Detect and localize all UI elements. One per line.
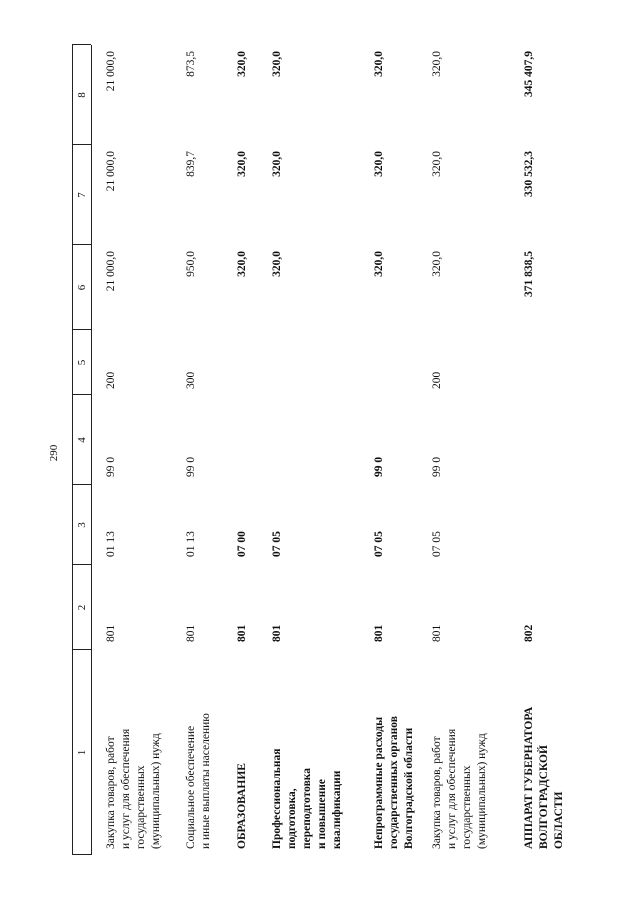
table-cell: 320,0: [373, 51, 385, 77]
row-label: [430, 654, 490, 849]
table-cell: 99 0: [431, 456, 443, 477]
row-label-line: и услуг для обеспечения: [120, 728, 132, 849]
table-cell: 07 05: [271, 531, 283, 557]
row-label-line: государственных: [461, 765, 473, 849]
table-cell: 801: [105, 624, 117, 642]
column-header: 7: [76, 192, 88, 198]
table-cell: 01 13: [105, 531, 117, 557]
table-cell: 801: [373, 624, 385, 642]
table-cell: 802: [523, 624, 535, 642]
table-cell: 320,0: [431, 251, 443, 277]
page-number: 290: [48, 444, 60, 462]
table-cell: 320,0: [271, 51, 283, 77]
row-label-line: и услуг для обеспечения: [446, 728, 458, 849]
table-cell: 99 0: [373, 456, 385, 477]
table-cell: 21 000,0: [105, 51, 117, 92]
table-cell: 07 05: [431, 531, 443, 557]
table-cell: 839,7: [185, 151, 197, 177]
budget-table: [72, 45, 627, 855]
column-header: 2: [76, 604, 88, 611]
table-cell: 345 407,9: [523, 51, 535, 97]
row-label-line: (муниципальных) нужд: [476, 733, 488, 849]
table-cell: 801: [271, 624, 283, 642]
table-cell: 21 000,0: [105, 251, 117, 292]
row-label-line: государственных: [135, 765, 147, 849]
table-top-rule: [72, 45, 73, 855]
row-label-line: государственных органов: [388, 716, 400, 849]
row-label: [104, 654, 164, 849]
table-cell: 99 0: [185, 456, 197, 477]
column-header: 8: [76, 92, 88, 98]
table-cell: 01 13: [185, 531, 197, 557]
row-label-line: Непрограммные расходы: [373, 716, 385, 849]
row-label-line: Профессиональная: [271, 748, 283, 849]
table-cell: 99 0: [105, 456, 117, 477]
table-cell: 200: [431, 371, 443, 389]
row-label-line: подготовка,: [286, 788, 298, 849]
column-header: 5: [76, 359, 88, 366]
table-cell: 801: [236, 624, 248, 642]
row-label-line: Закупка товаров, работ: [431, 736, 443, 849]
table-cell: 320,0: [373, 151, 385, 177]
row-label: [184, 654, 214, 849]
row-label-line: Волгоградской области: [403, 727, 415, 849]
row-label: [522, 654, 567, 849]
row-label-line: ОБРАЗОВАНИЕ: [236, 763, 248, 849]
row-label: [235, 654, 250, 849]
table-cell: 07 05: [373, 531, 385, 557]
table-cell: 330 532,3: [523, 151, 535, 197]
column-header: 6: [76, 284, 88, 291]
header-bottom-rule: [91, 45, 92, 855]
row-label-line: и повышение: [316, 779, 328, 849]
row-label: [372, 654, 417, 849]
column-header: 3: [76, 522, 88, 528]
table-cell: 320,0: [431, 51, 443, 77]
row-label: [270, 654, 345, 849]
table-cell: 21 000,0: [105, 151, 117, 192]
row-label-line: и иные выплаты населению: [200, 713, 212, 849]
table-cell: 320,0: [236, 251, 248, 277]
table-cell: 200: [105, 371, 117, 389]
row-label-line: АППАРАТ ГУБЕРНАТОРА: [523, 706, 535, 849]
table-cell: 950,0: [185, 251, 197, 277]
column-header: 1: [76, 749, 88, 756]
row-label-line: переподготовка: [301, 768, 313, 849]
table-cell: 801: [431, 624, 443, 642]
table-cell: 320,0: [271, 251, 283, 277]
table-cell: 320,0: [373, 251, 385, 277]
row-label-line: ВОЛГОГРАДСКОЙ: [538, 745, 550, 849]
row-label-line: Закупка товаров, работ: [105, 736, 117, 849]
row-label-line: ОБЛАСТИ: [553, 791, 565, 849]
table-cell: 320,0: [236, 51, 248, 77]
table-cell: 320,0: [271, 151, 283, 177]
table-cell: 801: [185, 624, 197, 642]
table-cell: 320,0: [236, 151, 248, 177]
table-cell: 873,5: [185, 51, 197, 77]
table-cell: 07 00: [236, 531, 248, 557]
table-cell: 320,0: [431, 151, 443, 177]
column-header: 4: [76, 437, 88, 443]
row-label-line: Социальное обеспечение: [185, 725, 197, 849]
row-label-line: квалификации: [331, 770, 343, 849]
table-cell: 300: [185, 371, 197, 389]
table-cell: 371 838,5: [523, 251, 535, 297]
row-label-line: (муниципальных) нужд: [150, 733, 162, 849]
